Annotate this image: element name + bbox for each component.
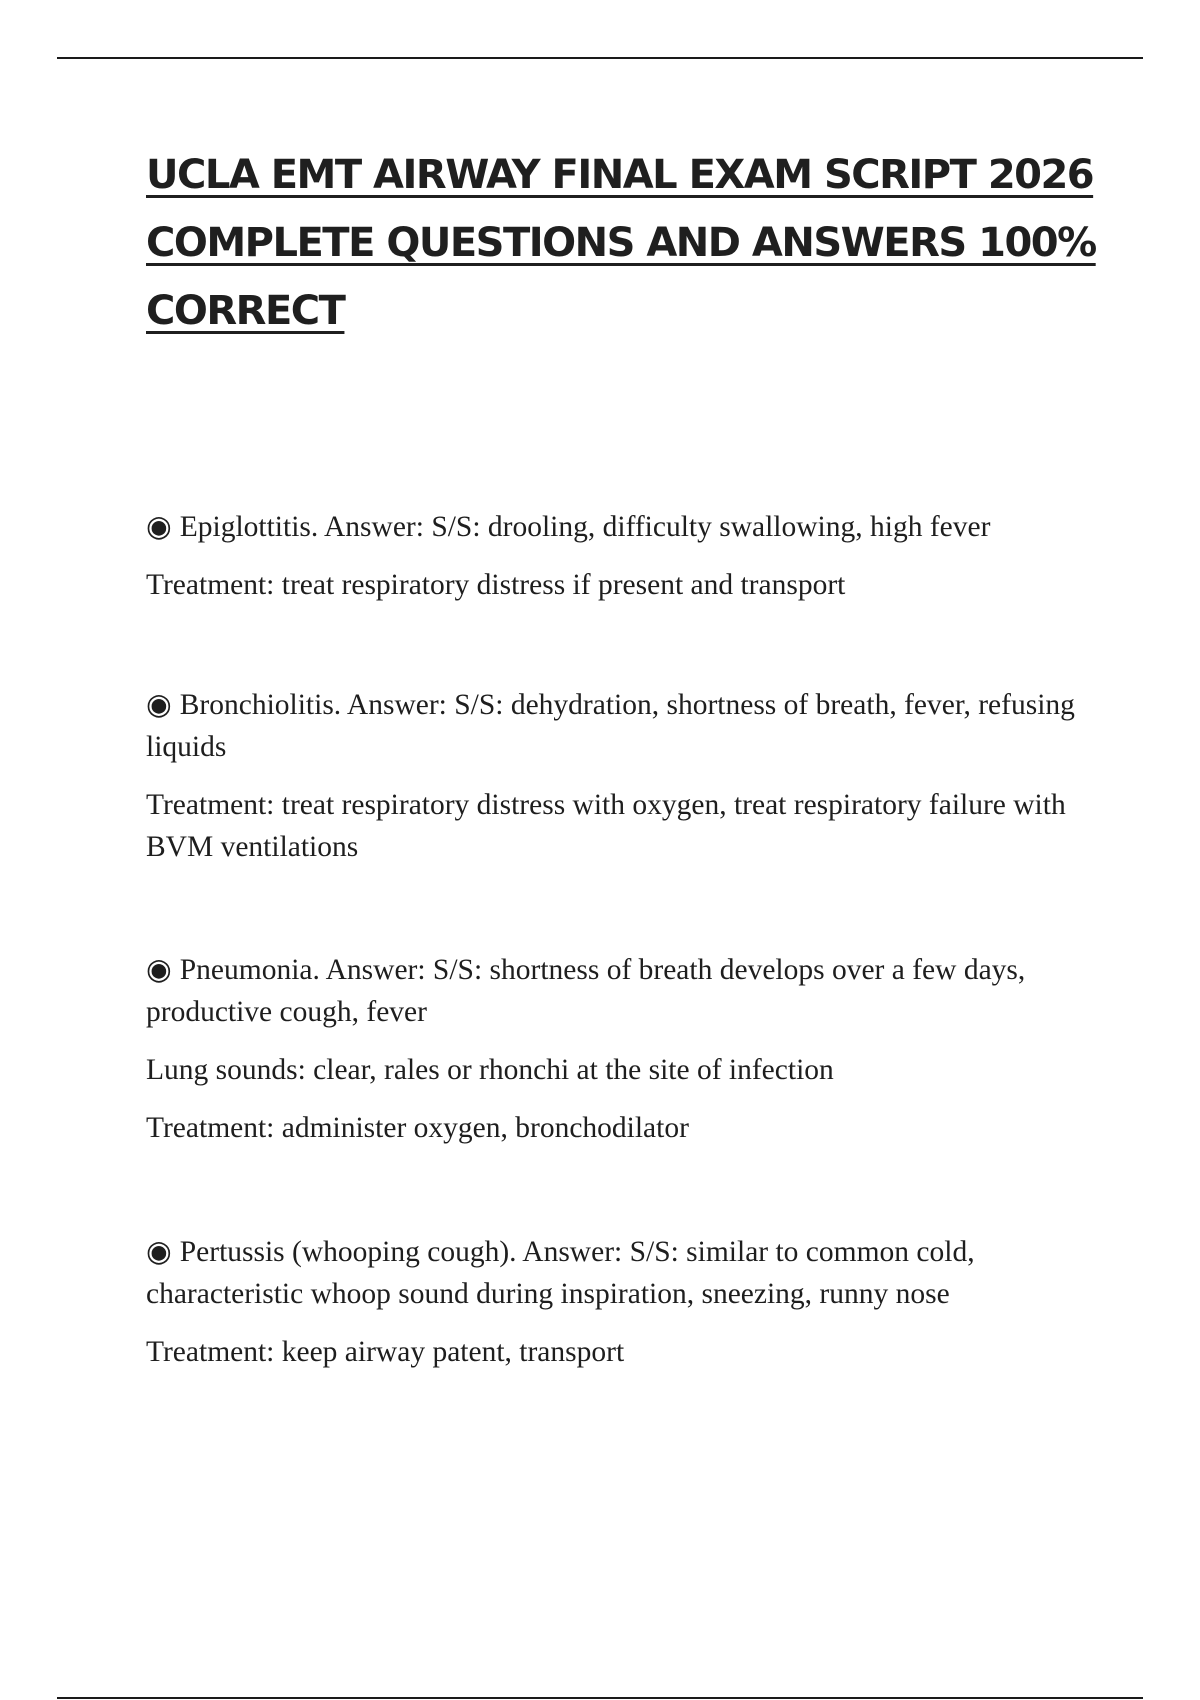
- title-line: UCLA EMT AIRWAY FINAL EXAM SCRIPT 2026: [146, 152, 1094, 198]
- question-text: [146, 506, 1096, 548]
- qa-item-pneumonia: [146, 949, 1096, 1149]
- top-divider: [57, 57, 1143, 59]
- qa-item-epiglottitis: [146, 506, 1096, 606]
- bottom-divider: [57, 1697, 1143, 1699]
- answer-detail: Treatment: administer oxygen, bronchodilator: [146, 1112, 689, 1144]
- question-label: Epiglottitis. Answer: S/S: drooling, difficulty swallowing, high fever: [179, 511, 991, 543]
- title-line: COMPLETE QUESTIONS AND ANSWERS 100%: [146, 220, 1096, 266]
- radio-bullet-icon: ◉: [146, 689, 172, 721]
- radio-bullet-icon: ◉: [146, 954, 172, 986]
- answer-detail: Treatment: treat respiratory distress if present and transport: [146, 569, 846, 601]
- qa-item-bronchiolitis: [146, 684, 1096, 868]
- answer-detail: Lung sounds: clear, rales or rhonchi at the site of infection: [146, 1054, 834, 1086]
- answer-detail: Treatment: treat respiratory distress with oxygen, treat respiratory failure with BVM ventilations: [146, 789, 1066, 863]
- title-line: CORRECT: [146, 288, 345, 334]
- question-text: [146, 684, 1096, 768]
- question-label: Bronchiolitis. Answer: S/S: dehydration, shortness of breath, fever, refusing liquids: [146, 689, 1075, 763]
- question-text: [146, 1231, 1096, 1315]
- qa-item-pertussis: [146, 1231, 1096, 1373]
- radio-bullet-icon: ◉: [146, 511, 172, 543]
- radio-bullet-icon: ◉: [146, 1236, 172, 1268]
- question-label: Pertussis (whooping cough). Answer: S/S: similar to common cold, characteristic whoop sound during inspiration, sneezing, runny nose: [146, 1236, 975, 1310]
- answer-detail: Treatment: keep airway patent, transport: [146, 1336, 625, 1368]
- question-text: [146, 949, 1096, 1033]
- document-title: [146, 141, 1106, 345]
- question-label: Pneumonia. Answer: S/S: shortness of breath develops over a few days, productive cough, fever: [146, 954, 1026, 1028]
